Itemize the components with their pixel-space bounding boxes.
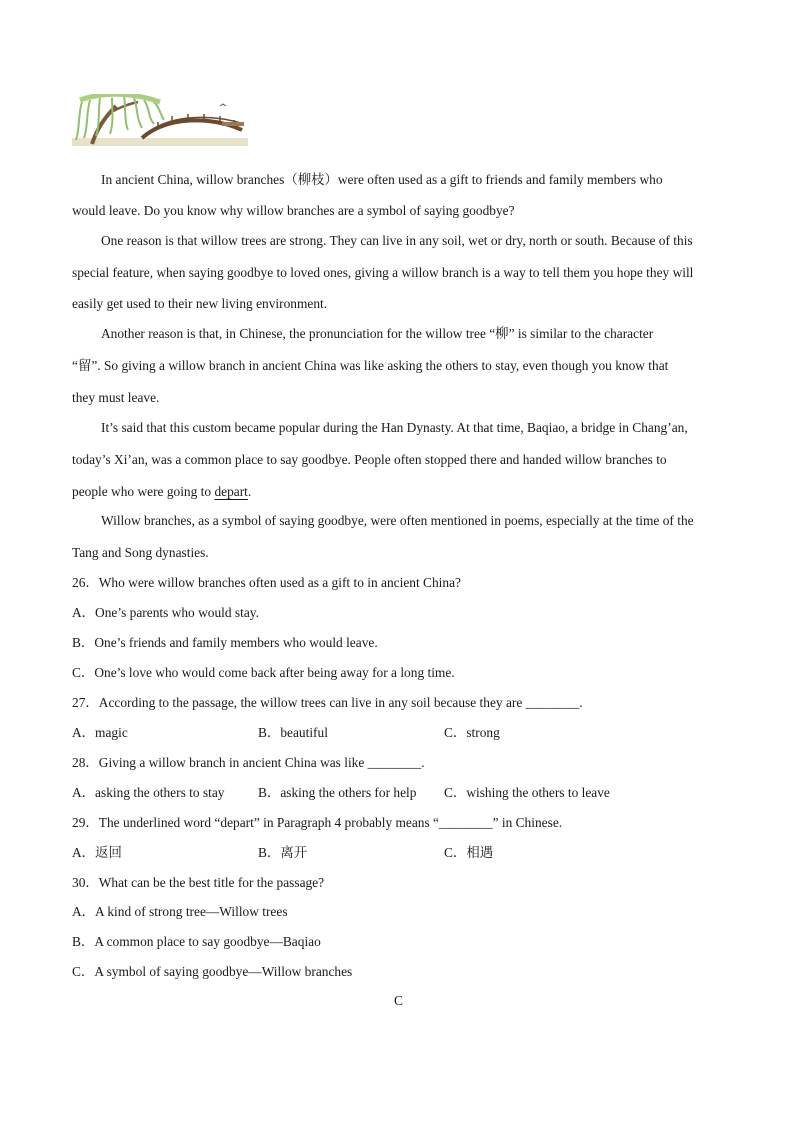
question-26-option-c: C．One’s love who would come back after being away for a long time. bbox=[72, 665, 455, 680]
question-27-option-c: C．strong bbox=[444, 725, 500, 740]
passage-p3-line2: “留”. So giving a willow branch in ancient China was like asking the others to stay, even though you know that bbox=[72, 358, 669, 373]
question-30-option-b: B．A common place to say goodbye—Baqiao bbox=[72, 934, 321, 949]
question-29-option-b: B．离开 bbox=[258, 845, 308, 860]
question-26-option-b: B．One’s friends and family members who would leave. bbox=[72, 635, 378, 650]
question-30-stem: 30．What can be the best title for the passage? bbox=[72, 875, 325, 890]
question-28-stem: 28．Giving a willow branch in ancient China was like ________. bbox=[72, 755, 425, 770]
passage-p3-line1: Another reason is that, in Chinese, the pronunciation for the willow tree “柳” is similar to the character bbox=[101, 326, 654, 341]
question-28-option-b: B．asking the others for help bbox=[258, 785, 417, 800]
question-29-stem: 29．The underlined word “depart” in Paragraph 4 probably means “________” in Chinese. bbox=[72, 815, 563, 830]
question-27-stem: 27．According to the passage, the willow trees can live in any soil because they are ________. bbox=[72, 695, 583, 710]
willow-bridge-illustration bbox=[72, 94, 248, 146]
passage-p4-line2: today’s Xi’an, was a common place to say goodbye. People often stopped there and handed willow branches to bbox=[72, 452, 667, 467]
question-30-option-a: A．A kind of strong tree—Willow trees bbox=[72, 904, 288, 919]
passage-p5-line1: Willow branches, as a symbol of saying goodbye, were often mentioned in poems, especially at the time of the bbox=[101, 513, 694, 528]
underlined-word-depart: depart bbox=[214, 484, 248, 499]
question-30-option-c: C．A symbol of saying goodbye—Willow branches bbox=[72, 964, 353, 979]
question-27-option-b: B．beautiful bbox=[258, 725, 328, 740]
question-29-option-a: A．返回 bbox=[72, 845, 122, 860]
passage-p4-line3-end: . bbox=[247, 484, 252, 499]
question-28-option-c: C．wishing the others to leave bbox=[444, 785, 610, 800]
question-29-option-c: C．相遇 bbox=[444, 845, 494, 860]
passage-p4-line3-text: people who were going to bbox=[72, 484, 215, 499]
passage-p5-line2: Tang and Song dynasties. bbox=[72, 545, 209, 560]
passage-p4-line1: It’s said that this custom became popular during the Han Dynasty. At that time, Baqiao, a bridge in Chang’an, bbox=[101, 420, 688, 435]
passage-p1-line2: would leave. Do you know why willow branches are a symbol of saying goodbye? bbox=[72, 203, 515, 218]
passage-p1-line1: In ancient China, willow branches（柳枝）were often used as a gift to friends and family members who bbox=[101, 172, 663, 187]
passage-p2-line2: special feature, when saying goodbye to loved ones, giving a willow branch is a way to tell them you hope they will bbox=[72, 265, 694, 280]
passage-p4-line3 bbox=[72, 483, 251, 501]
passage-p2-line1: One reason is that willow trees are strong. They can live in any soil, wet or dry, north or south. Because of this bbox=[101, 233, 693, 248]
passage-p2-line3: easily get used to their new living environment. bbox=[72, 296, 328, 311]
question-26-option-a: A．One’s parents who would stay. bbox=[72, 605, 259, 620]
passage-p3-line3: they must leave. bbox=[72, 390, 160, 405]
question-28-option-a: A．asking the others to stay bbox=[72, 785, 225, 800]
footer-letter: C bbox=[394, 993, 403, 1008]
question-27-option-a: A．magic bbox=[72, 725, 128, 740]
question-26-stem: 26．Who were willow branches often used as a gift to in ancient China? bbox=[72, 575, 461, 590]
